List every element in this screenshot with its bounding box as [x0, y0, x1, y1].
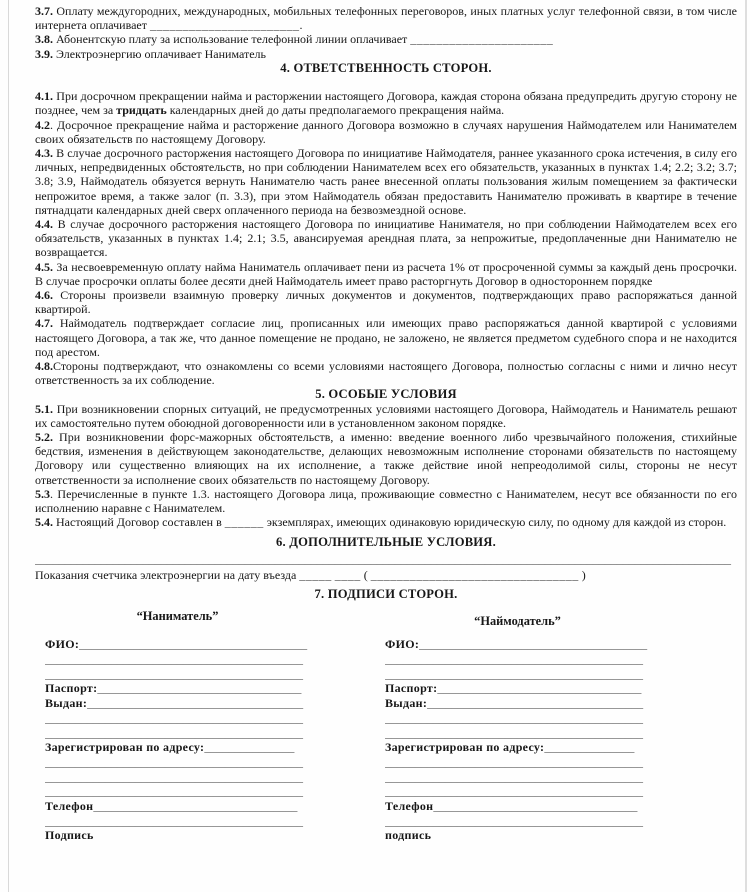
signature-row: [45, 681, 310, 696]
text-run: ): [578, 567, 586, 582]
bold-run: 5.4.: [35, 515, 53, 530]
signature-row: [45, 696, 310, 711]
contract-clause: [35, 118, 737, 146]
section-heading: 4. ОТВЕТСТВЕННОСТЬ СТОРОН.: [280, 60, 492, 75]
text-run: (: [360, 567, 371, 582]
landlord-signature-column: [385, 637, 650, 843]
fill-in-blank: _____: [299, 567, 332, 582]
fill-in-blank: _______________________: [150, 18, 300, 33]
signature-field-label: подпись: [385, 828, 432, 843]
section-heading: 6. ДОПОЛНИТЕЛЬНЫЕ УСЛОВИЯ.: [276, 534, 496, 549]
signature-fill-in-blank: ___________________________________________: [385, 725, 643, 740]
signature-row: [45, 726, 310, 741]
bold-run: 3.9.: [35, 46, 53, 61]
text-run: Абонентскую плату за использование телефонной линии оплачивает: [53, 32, 411, 47]
text-run: В случае досрочного расторжения настоящего Договора по инициативе Нанимателя, но при соблюдении Наймодателем всех его обязательств, указанных в пунктах 1.4; 2.1; 3.5, авансируемая арендная плата, за непрожитые, предоплаченные дни Нанимателю не возвращается.: [35, 217, 737, 260]
signature-fill-in-blank: ___________________________________________: [45, 784, 303, 799]
signature-row: [385, 726, 650, 741]
signature-row: [45, 637, 310, 652]
signature-field-label: Выдан:: [385, 696, 428, 711]
signatures-section: [0, 609, 750, 843]
signature-fill-in-blank: ___________________________________________: [385, 710, 643, 725]
signature-row: [385, 667, 650, 682]
bold-run: 5.1.: [35, 401, 53, 416]
contract-clause: [35, 402, 737, 430]
text-run: .: [299, 18, 303, 33]
bold-run: 3.8.: [35, 32, 53, 47]
signature-fill-in-blank: ___________________________________________: [45, 754, 303, 769]
signature-fill-in-blank: ___________________________________________: [385, 813, 643, 828]
signature-row: [45, 799, 310, 814]
signature-fill-in-blank: __________________________________: [93, 799, 298, 814]
fill-in-blank: ____: [334, 567, 361, 582]
signature-field-label: ФИО:: [45, 637, 80, 652]
contract-clause: [35, 32, 737, 46]
signature-fill-in-blank: ___________________________________________: [45, 666, 303, 681]
bold-run: 4.8.: [35, 359, 53, 374]
text-run: Стороны подтверждают, что ознакомлены со всеми условиями настоящего Договора, полностью согласны с ними и лично несут ответственность за их соблюдение.: [35, 359, 737, 388]
signature-fill-in-blank: ___________________________________________: [385, 666, 643, 681]
text-run: календарных дней до даты предполагаемого прекращения найма.: [166, 103, 505, 118]
signature-fill-in-blank: ___________________________________________: [385, 652, 643, 667]
blank-line: [35, 75, 737, 89]
contract-clause: [35, 487, 737, 515]
signature-fill-in-blank: ___________________________________________: [385, 769, 643, 784]
signature-fill-in-blank: ___________________________________________: [385, 754, 643, 769]
contract-clause: [35, 146, 737, 217]
bold-run: 4.7.: [35, 316, 53, 331]
contract-clause: [35, 316, 737, 359]
fill-in-blank: ______: [224, 515, 264, 530]
contract-clause: [35, 4, 737, 32]
signature-fill-in-blank: ___________________________________________: [45, 725, 303, 740]
bold-run: 4.3.: [35, 146, 53, 161]
text-run: Наймодатель подтверждает согласие лиц, прописанных или имеющих право распоряжаться данной квартирой с условиями настоящего Договора, а так же, что данное помещение не продано, не заложено, не является предметом судебного спора и не находится под арестом.: [35, 316, 737, 359]
fill-in-blank: ______________________: [410, 32, 554, 47]
signature-fill-in-blank: __________________________________: [437, 681, 642, 696]
signature-fill-in-blank: __________________________________: [97, 681, 302, 696]
tenant-party-header: “Наниматель”: [136, 609, 219, 624]
signature-columns: [45, 637, 737, 843]
signature-field-label: Зарегистрирован по адресу:: [385, 740, 545, 755]
signature-row: [385, 755, 650, 770]
signature-row: [45, 652, 310, 667]
signature-fill-in-blank: _______________: [204, 740, 295, 755]
signature-fill-in-blank: ___________________________________________: [45, 652, 303, 667]
contract-clause: [35, 47, 737, 61]
contract-clause: [35, 515, 737, 529]
signature-row: [45, 667, 310, 682]
signature-fill-in-blank: ___________________________________________: [45, 813, 303, 828]
signature-fill-in-blank: ______________________________________: [79, 637, 308, 652]
signature-fill-in-blank: ___________________________________________: [45, 710, 303, 725]
signature-row: [385, 770, 650, 785]
signature-fill-in-blank: ______________________________________: [419, 637, 648, 652]
bold-run: 5.2.: [35, 430, 53, 445]
signature-field-label: Паспорт:: [385, 681, 438, 696]
signature-row: [45, 814, 310, 829]
bold-run: 3.7.: [35, 4, 53, 18]
contract-clause: [35, 359, 737, 387]
signature-row: [385, 784, 650, 799]
section-heading: 5. ОСОБЫЕ УСЛОВИЯ: [315, 387, 457, 402]
bold-run: тридцать: [116, 103, 167, 118]
text-run: Настоящий Договор составлен в: [53, 515, 225, 530]
signature-fill-in-blank: ___________________________________________: [385, 784, 643, 799]
fill-in-blank: ________________________________: [370, 567, 579, 582]
bold-run: 4.4.: [35, 217, 53, 232]
signature-field-label: Паспорт:: [45, 681, 98, 696]
text-run: . Досрочное прекращение найма и расторжение данного Договора возможно в случаях нарушения Наймодателем или Нанимателем своих обязательств по настоящему Договору.: [35, 117, 737, 146]
signature-row: [385, 711, 650, 726]
contract-clause: [35, 89, 737, 117]
signature-row: [385, 637, 650, 652]
signature-row: [45, 711, 310, 726]
signature-row: [385, 652, 650, 667]
bold-run: 4.5.: [35, 259, 53, 274]
signature-row: [45, 828, 310, 843]
signature-row: [385, 814, 650, 829]
signature-field-label: ФИО:: [385, 637, 420, 652]
text-run: Оплату междугородних, международных, мобильных телефонных переговоров, иных платных услуг телефонной связи, в том числе интернета оплачивает: [35, 4, 737, 33]
text-run: При возникновении спорных ситуаций, не предусмотренных условиями настоящего Договора, Наймодатель и Наниматель решают их самостоятельно путем обоюдной договоренности или в установленном законом порядке.: [35, 401, 737, 430]
signature-row: [385, 799, 650, 814]
signature-row: [385, 828, 650, 843]
signature-fill-in-blank: ____________________________________: [427, 696, 644, 711]
signature-row: [45, 755, 310, 770]
signature-fill-in-blank: __________________________________: [433, 799, 638, 814]
signature-field-label: Выдан:: [45, 696, 88, 711]
text-run: экземплярах, имеющих одинаковую юридическую силу, по одному для каждой из сторон.: [263, 515, 727, 530]
contract-clause: [35, 430, 737, 487]
bold-run: 5.3: [35, 486, 50, 501]
bold-run: 4.1.: [35, 89, 53, 104]
bold-run: 4.2: [35, 117, 50, 132]
document-body: [35, 4, 737, 601]
fill-in-rule-line: ____________________________________________________________________________________________________________________: [35, 551, 731, 566]
text-run: . Перечисленные в пункте 1.3. настоящего Договора лица, проживающие совместно с Нанимателем, несут все обязанности по его исполнению наравне с Нанимателем.: [35, 486, 737, 516]
tenant-signature-column: [45, 637, 310, 843]
bold-run: 4.6.: [35, 288, 53, 303]
text-run: Стороны произвели взаимную проверку личных документов и документов, подтверждающих право распоряжаться данной квартирой.: [35, 288, 737, 317]
section-heading: 7. ПОДПИСИ СТОРОН.: [314, 587, 458, 602]
text-run: При досрочном прекращении найма и расторжении настоящего Договора, каждая сторона обязана предупредить другую сторону не позднее, чем за: [35, 89, 737, 118]
signature-fill-in-blank: _______________: [544, 740, 635, 755]
landlord-party-header: “Наймодатель”: [474, 614, 561, 629]
signature-row: [45, 784, 310, 799]
signature-field-label: Телефон: [385, 799, 434, 814]
signature-row: [385, 681, 650, 696]
text-run: При возникновении форс-мажорных обстоятельств, а именно: введение военного либо чрезвычайного положения, стихийные бедствия, изменения в действующем законодательстве, делающих невозможным исполнение сторонами обязательств по настоящему Договору или существенно влияющих на их исполнение, а также действие иной непреодолимой силы, стороны не несут ответственности за исполнение своих обязательств по настоящему Договору.: [35, 430, 737, 487]
meter-reading-line: [35, 568, 737, 582]
text-run: Электроэнергию оплачивает Наниматель: [53, 46, 267, 61]
text-run: За несвоевременную оплату найма Наниматель оплачивает пени из расчета 1% от просроченной суммы за каждый день просрочки. В случае просрочки оплаты более десяти дней Наймодатель имеет право расторгнуть Договор в одностороннем порядке: [35, 259, 737, 288]
text-run: В случае досрочного расторжения настоящего Договора по инициативе Наймодателя, раннее указанного срока истечения, в силу его личных, непредвиденных обстоятельств, но при соблюдении Нанимателем всех его обязательств, указанных в пунктах 1.4; 2.2; 3.2; 3.7; 3.8; 3.9, Наймодатель обязуется вернуть Нанимателю часть ранее внесенной оплаты пользования жилым помещением за фактически непрожитое время, а также залог (п. 3.3), при этом Наймодатель обязан предоставить Нанимателю проживать в квартире в течение пятнадцати календарных дней сверх оплаченного периода на безвозмездной основе.: [35, 146, 737, 217]
contract-clause: [35, 260, 737, 288]
signature-row: [385, 696, 650, 711]
signature-field-label: Подпись: [45, 828, 94, 843]
signature-field-label: Телефон: [45, 799, 94, 814]
text-run: Показания счетчика электроэнергии на дату въезда: [35, 567, 300, 582]
signature-party-headers: [45, 609, 737, 629]
contract-clause: [35, 288, 737, 316]
signature-row: [45, 740, 310, 755]
signature-field-label: Зарегистрирован по адресу:: [45, 740, 205, 755]
signature-row: [385, 740, 650, 755]
signature-row: [45, 770, 310, 785]
signature-fill-in-blank: ___________________________________________: [45, 769, 303, 784]
contract-clause: [35, 217, 737, 260]
signature-fill-in-blank: ____________________________________: [87, 696, 304, 711]
